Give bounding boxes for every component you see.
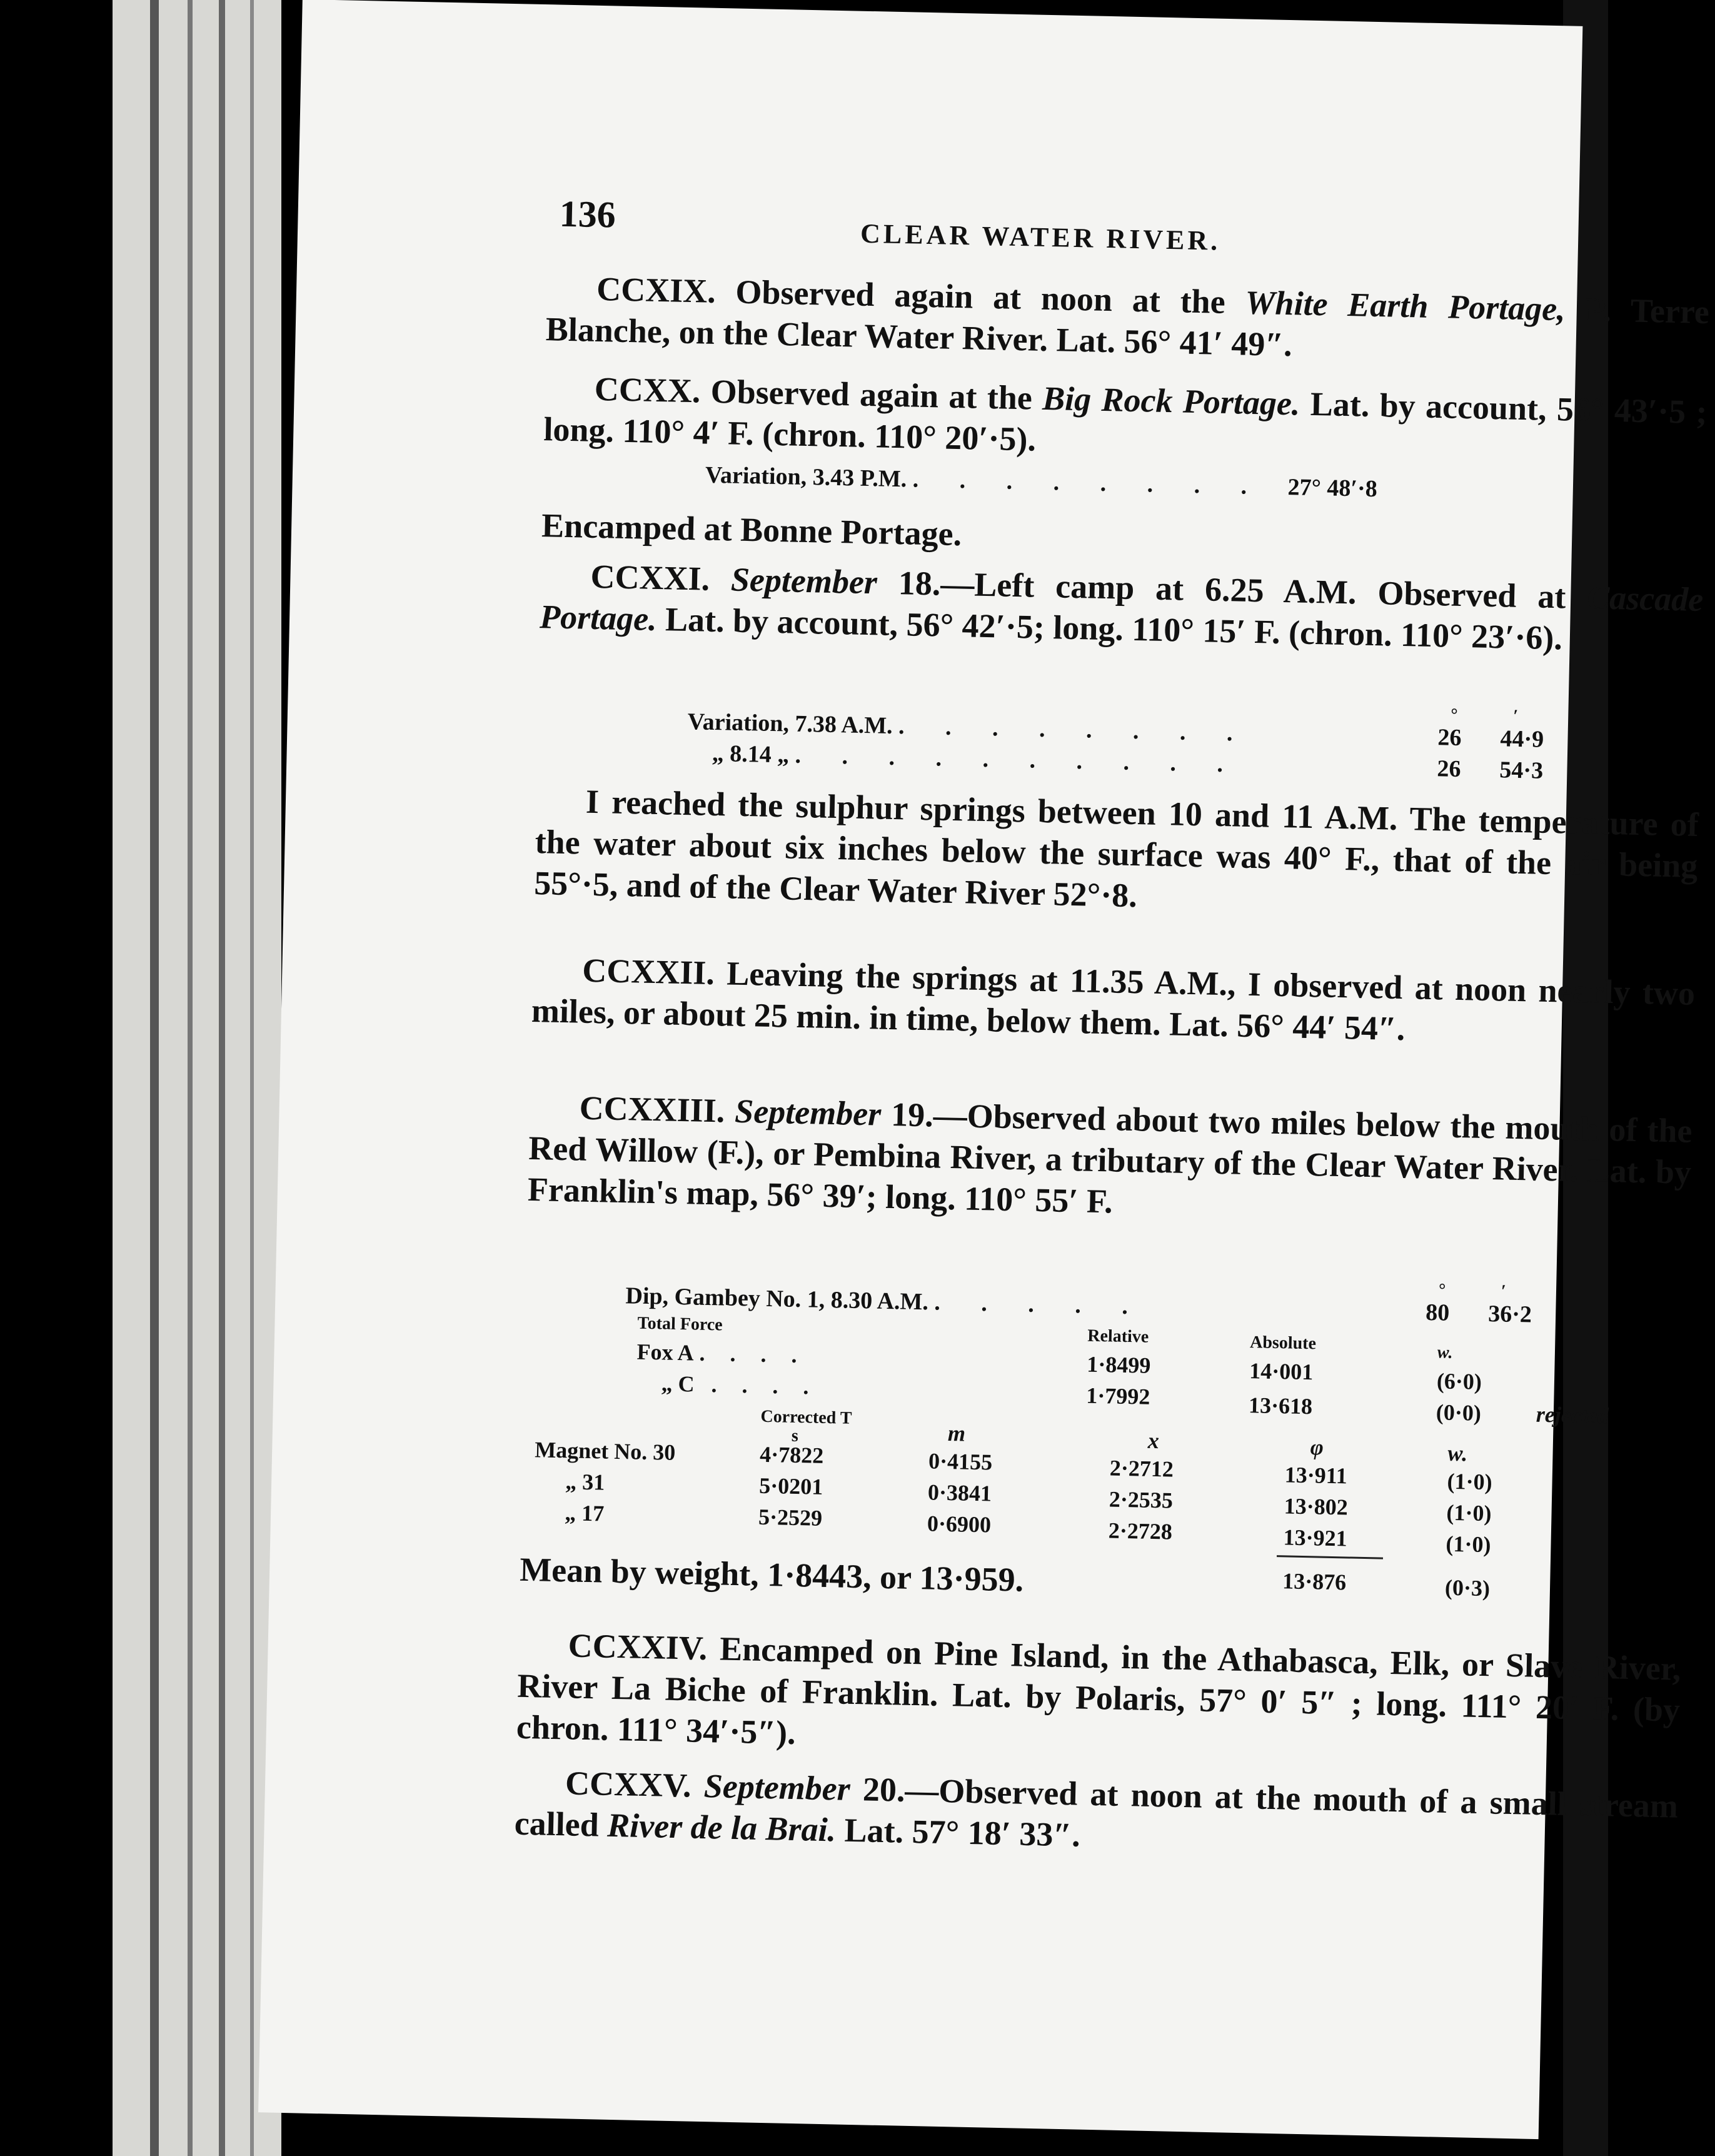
header-absolute: Absolute [1249, 1332, 1317, 1354]
variation-minutes: 54·3 [1499, 757, 1544, 784]
magnet-m: 0·4155 [928, 1448, 993, 1475]
rejected-note: rejected [1536, 1401, 1609, 1429]
entry-label: CCXXII. [581, 951, 715, 992]
encamped-note: Encamped at Bonne Portage. [541, 506, 962, 553]
force-row-name: Fox A [636, 1339, 695, 1366]
magnet-w: (1·0) [1447, 1468, 1492, 1495]
entry-label: CCXXV. [565, 1764, 692, 1805]
entry-label: CCXXIII. [579, 1089, 725, 1130]
dip-minutes: 36·2 [1487, 1301, 1532, 1328]
entry-ccxix: CCXIX. Observed again at noon at the White Earth Portage, P. Terre Blanche, on the Clear Water River. Lat. 56° 41′ 49″. [545, 270, 1710, 364]
header-corrected-t: Corrected T [760, 1406, 852, 1428]
row-dots: .... [699, 1340, 823, 1368]
mean-weight: (0·3) [1444, 1574, 1491, 1601]
entry-ccxxv: CCXXV. September 20.—Observed at noon at the mouth of a small stream called River de la Brai. Lat. 57° 18′ 33″. [514, 1764, 1679, 1854]
entry-label: CCXXIV. [568, 1626, 708, 1668]
entry-ccxxii: CCXXII. Leaving the springs at 11.35 A.M., I observed at noon nearly two miles, or about 25 min. in time, below them. Lat. 56° 44′ 54″. [531, 951, 1696, 1048]
force-absolute: 13·618 [1248, 1393, 1313, 1419]
header-weight: w. [1437, 1342, 1453, 1363]
variation-degrees: 26 [1437, 724, 1462, 752]
entry-ccxxi: CCXXI. September 18.—Left camp at 6.25 A.M. Observed at Cascade Portage. Lat. by account, 56° 42′·5; long. 110° 15′ F. (chron. 110° 23′·6). [539, 557, 1704, 657]
magnet-m: 0·3841 [927, 1479, 992, 1506]
place-name: White Earth Portage, [1244, 283, 1566, 328]
unit-minute: ′ [1501, 1281, 1507, 1301]
magnet-m: 0·6900 [927, 1511, 992, 1538]
entry-ccxxiii: CCXXIII. September 19.—Observed about two miles below the mouth of the Red Willow (F.), or Pembina River, a tributary of the Clear Water River. Lat. by Franklin's map, 56° 39′; long. 110° 55′ F. [527, 1089, 1693, 1221]
entry-ccxx: CCXX. Observed again at the Big Rock Portage. Lat. by account, 56° 43′·5 ; long. 110° 4′ F. (chron. 110° 20′·5). [543, 370, 1708, 458]
magnet-phi: 13·802 [1284, 1493, 1349, 1520]
force-relative: 1·8499 [1086, 1351, 1151, 1378]
magnet-w: (1·0) [1446, 1531, 1491, 1558]
variation-minutes: 44·9 [1500, 725, 1544, 753]
magnet-phi: 13·911 [1284, 1462, 1348, 1489]
entry-label: CCXXI. [590, 557, 710, 598]
unit-degree: ° [1450, 705, 1458, 725]
variation-line: Variation, 3.43 P.M. . . . . . . . . 27° 48′·8 [705, 461, 1378, 503]
magnet-name: Magnet No. 30 [534, 1437, 676, 1465]
force-weight: (6·0) [1436, 1368, 1482, 1394]
dip-line: Dip, Gambey No. 1, 8.30 A.M. . . . . . [625, 1282, 1146, 1320]
magnet-x: 2·2535 [1109, 1486, 1174, 1513]
force-relative: 1·7992 [1085, 1383, 1150, 1409]
magnet-t: 5·2529 [758, 1504, 823, 1531]
running-head: CLEAR WATER RIVER. [860, 218, 1221, 256]
magnet-name: „ 31 [565, 1469, 605, 1495]
unit-degree: ° [1438, 1280, 1446, 1300]
unit-minute: ′ [1512, 706, 1519, 726]
force-row-name: „ C [661, 1371, 695, 1397]
header-w: w. [1447, 1440, 1468, 1466]
header-phi: φ [1310, 1434, 1324, 1460]
variation-degrees: 26 [1437, 755, 1461, 782]
magnet-t: 5·0201 [758, 1473, 823, 1499]
row-dots: .... [711, 1372, 834, 1400]
place-name: Big Rock Portage. [1042, 379, 1301, 423]
magnet-x: 2·2712 [1109, 1455, 1174, 1482]
page-number: 136 [559, 193, 616, 236]
book-page [258, 0, 1710, 2139]
sum-rule [1277, 1555, 1383, 1559]
magnet-phi: 13·921 [1283, 1524, 1348, 1551]
variation-line: Variation, 7.38 A.M. . . . . . . . . [687, 708, 1250, 747]
magnet-w: (1·0) [1446, 1499, 1492, 1526]
header-total-force: Total Force [637, 1313, 723, 1335]
entry-ccxxiv: CCXXIV. Encamped on Pine Island, in the Athabasca, Elk, or Slave River, River La Biche of Franklin. Lat. by Polaris, 57° 0′ 5″ ; long. 111° 20′ F. (by chron. 111° 34′·5″). [516, 1626, 1682, 1752]
dip-degrees: 80 [1425, 1299, 1450, 1326]
header-m: m [947, 1421, 966, 1446]
magnet-t: 4·7822 [759, 1441, 824, 1468]
header-s: s [791, 1426, 799, 1446]
magnet-x: 2·2728 [1108, 1518, 1173, 1544]
header-relative: Relative [1087, 1326, 1149, 1347]
force-absolute: 14·001 [1249, 1358, 1314, 1385]
magnet-name: „ 17 [564, 1500, 605, 1526]
entry-label: CCXX. [594, 370, 701, 410]
force-weight: (0·0) [1436, 1399, 1482, 1426]
mean-by-weight: Mean by weight, 1·8443, or 13·959. [519, 1550, 1024, 1599]
place-name: Cascade Portage. [539, 578, 1704, 638]
header-x: x [1147, 1428, 1160, 1454]
mean-phi: 13·876 [1282, 1568, 1347, 1595]
entry-label: CCXIX. [596, 270, 717, 310]
place-name: River de la Brai. [606, 1806, 837, 1849]
springs-paragraph: I reached the sulphur springs between 10 and 11 A.M. The temperature of the water about six inches below the surface was 40° F., that of the air being 55°·5, and of the Clear Water River 52°·8. [533, 782, 1699, 915]
variation-line: „ 8.14 „ . . . . . . . . . . [712, 740, 1241, 778]
